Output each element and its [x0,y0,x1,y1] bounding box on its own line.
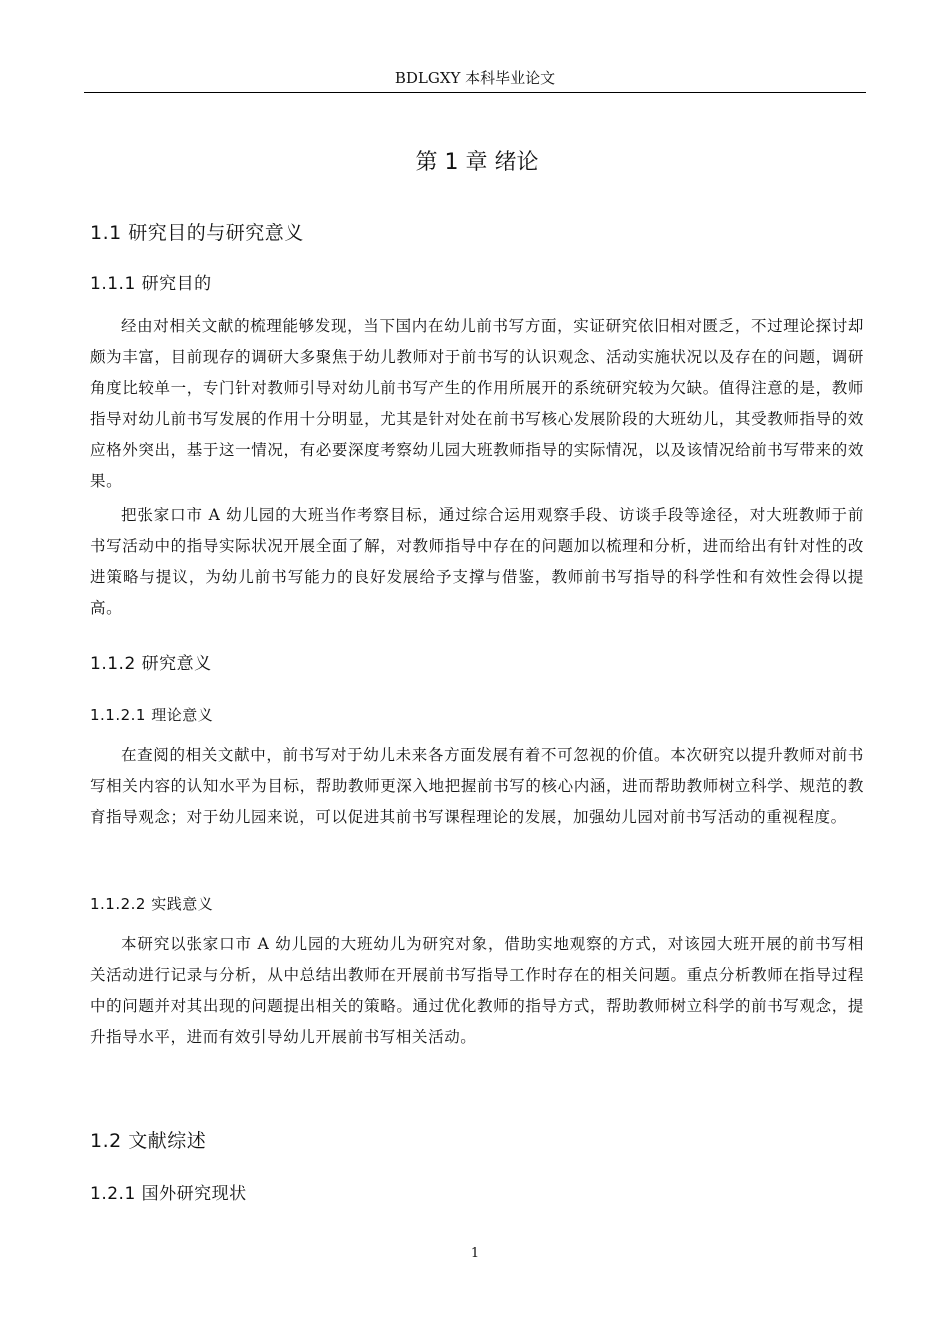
paragraph-theoretical-significance: 在查阅的相关文献中，前书写对于幼儿未来各方面发展有着不可忽视的价值。本次研究以提升教师对前书写相关内容的认知水平为目标，帮助教师更深入地把握前书写的核心内涵，进而帮助教师树立科学、规范的教育指导观念；对于幼儿园来说，可以促进其前书写课程理论的发展，加强幼儿园对前书写活动的重视程度。 [90,746,864,826]
section-heading-1-1-1: 1.1.1 研究目的 [90,274,212,294]
section-heading-1-1: 1.1 研究目的与研究意义 [90,222,304,244]
section-heading-1-1-2: 1.1.2 研究意义 [90,654,212,674]
section-heading-1-2: 1.2 文献综述 [90,1130,207,1152]
paragraph-research-purpose-2: 把张家口市 A 幼儿园的大班当作考察目标，通过综合运用观察手段、访谈手段等途径，对大班教师于前书写活动中的指导实际状况开展全面了解，对教师指导中存在的问题加以梳理和分析，进而给出有针对性的改进策略与提议，为幼儿前书写能力的良好发展给予支撑与借鉴，教师前书写指导的科学性和有效性会得以提高。 [90,506,864,617]
chapter-title: 第 1 章 绪论 [415,150,539,175]
section-heading-1-2-1: 1.2.1 国外研究现状 [90,1184,247,1204]
section-heading-1-1-2-2: 1.1.2.2 实践意义 [90,895,214,913]
page-number: 1 [470,1246,480,1261]
section-heading-1-1-2-1: 1.1.2.1 理论意义 [90,706,214,724]
paragraph-practical-significance: 本研究以张家口市 A 幼儿园的大班幼儿为研究对象，借助实地观察的方式，对该园大班开展的前书写相关活动进行记录与分析，从中总结出教师在开展前书写指导工作时存在的相关问题。重点分析教师在指导过程中的问题并对其出现的问题提出相关的策略。通过优化教师的指导方式，帮助教师树立科学的前书写观念，提升指导水平，进而有效引导幼儿开展前书写相关活动。 [90,935,864,1046]
paragraph-research-purpose-1: 经由对相关文献的梳理能够发现，当下国内在幼儿前书写方面，实证研究依旧相对匮乏，不过理论探讨却颇为丰富，目前现存的调研大多聚焦于幼儿教师对于前书写的认识观念、活动实施状况以及存在的问题，调研角度比较单一，专门针对教师引导对幼儿前书写产生的作用所展开的系统研究较为欠缺。值得注意的是，教师指导对幼儿前书写发展的作用十分明显，尤其是针对处在前书写核心发展阶段的大班幼儿，其受教师指导的效应格外突出，基于这一情况，有必要深度考察幼儿园大班教师指导的实际情况，以及该情况给前书写带来的效果。 [90,317,864,490]
header-text: BDLGXY 本科毕业论文 [394,69,556,87]
page-header [84,66,866,93]
